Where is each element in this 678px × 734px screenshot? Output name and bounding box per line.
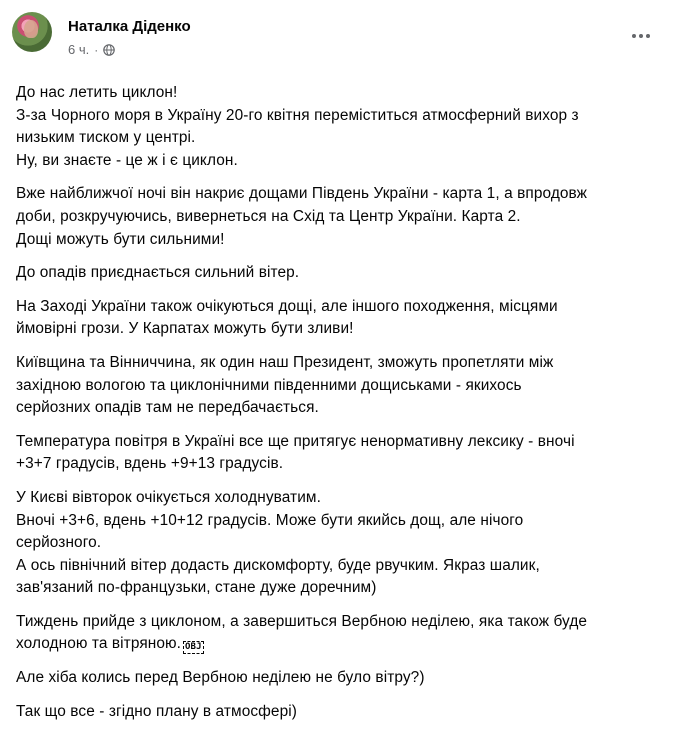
globe-icon[interactable] [103, 44, 115, 56]
post-paragraph [16, 701, 666, 724]
text-line: Так що все - згідно плану в атмосфері) [16, 702, 297, 720]
text-line: Ну, ви знаєте - це ж і є циклон. [16, 151, 238, 169]
text-line: низьким тиском у центрі. [16, 129, 196, 147]
post-paragraph [16, 262, 666, 285]
text-line: +3+7 градусів, вдень +9+13 градусів. [16, 455, 284, 473]
post-meta [68, 42, 115, 57]
post-paragraph [16, 296, 666, 341]
post-paragraph [16, 183, 666, 251]
post-text [16, 82, 666, 734]
text-line: До опадів приєднається сильний вітер. [16, 264, 300, 282]
avatar[interactable] [12, 12, 52, 52]
text-line: Вже найближчої ночі він накриє дощами Південь України - карта 1, а впродовж [16, 185, 588, 203]
text-line: А ось північний вітер додасть дискомфорту, буде рвучким. Якраз шалик, [16, 556, 540, 574]
author-name[interactable]: Наталка Діденко [68, 18, 191, 35]
text-line: Але хіба колись перед Вербною неділею не було вітру?) [16, 669, 425, 687]
text-line-with-marker [16, 633, 666, 656]
post-paragraph [16, 352, 666, 420]
text-line: серйозного. [16, 534, 102, 552]
post-paragraph [16, 431, 666, 476]
text-line: західною вологою та циклонічними південними дощиськами - якихось [16, 376, 522, 394]
post-paragraph [16, 82, 666, 172]
text-line: У Києві вівторок очікується холоднуватим. [16, 488, 321, 506]
text-line: серйозних опадів там не передбачається. [16, 399, 319, 417]
text-line: До нас летить циклон! [16, 84, 178, 101]
more-horizontal-icon[interactable] [626, 24, 656, 48]
post-paragraph [16, 667, 666, 690]
text-line: З-за Чорного моря в Україну 20-го квітня переміститься атмосферний вихор з [16, 106, 579, 124]
text-line: Київщина та Вінниччина, як один наш Президент, зможуть пропетляти між [16, 353, 554, 371]
text-line: доби, розкручуючись, вивернеться на Схід та Центр України. Карта 2. [16, 207, 521, 225]
post-header [12, 12, 666, 62]
post-time[interactable]: 6 ч. [68, 42, 90, 57]
obj-marker: OBJ [185, 642, 202, 653]
text-line: Температура повітря в Україні все ще притягує ненормативну лексику - вночі [16, 432, 575, 450]
text-line: Дощі можуть бути сильними! [16, 230, 225, 248]
text-line: зав'язаний по-французьки, стане дуже доречним) [16, 579, 377, 597]
separator: · [94, 42, 99, 57]
text-line: холодною та вітряною. [16, 635, 182, 653]
post-paragraph [16, 611, 666, 656]
text-line: ймовірні грози. У Карпатах можуть бути зливи! [16, 320, 354, 338]
text-line: Тиждень прийде з циклоном, а завершиться Вербною неділею, яка також буде [16, 612, 588, 630]
text-line: Вночі +3+6, вдень +10+12 градусів. Може бути якийсь дощ, але нічого [16, 511, 524, 529]
post-paragraph [16, 487, 666, 600]
text-line: На Заході України також очікуються дощі, але іншого походження, місцями [16, 297, 558, 315]
